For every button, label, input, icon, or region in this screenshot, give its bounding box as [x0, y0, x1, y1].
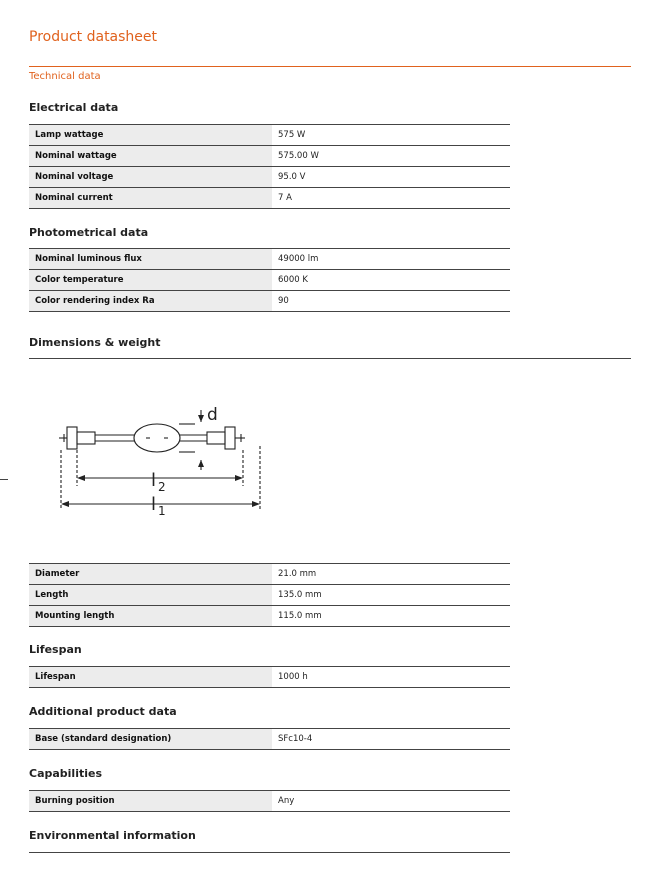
row-label: Lifespan	[29, 667, 272, 687]
row-value: 49000 lm	[278, 254, 319, 264]
lamp-left-cap	[67, 427, 77, 449]
environmental-section-title: Environmental information	[29, 829, 196, 842]
dimensions-divider	[29, 358, 631, 359]
table-row	[29, 249, 510, 270]
lamp-dimension-drawing	[55, 400, 275, 515]
l1-label: l	[151, 494, 157, 515]
l2-subscript: 2	[158, 480, 166, 494]
table-row	[29, 167, 510, 188]
lamp-left-base	[77, 432, 95, 444]
row-label: Color temperature	[29, 270, 272, 290]
row-value: 7 A	[278, 193, 292, 203]
margin-mark	[0, 479, 8, 480]
row-value: 575 W	[278, 130, 306, 140]
row-label: Burning position	[29, 791, 272, 811]
table-row	[29, 564, 510, 585]
lamp-right-base	[207, 432, 225, 444]
page-title: Product datasheet	[29, 29, 158, 45]
table-row	[29, 729, 510, 750]
row-label: Length	[29, 585, 272, 605]
electrical-section-title: Electrical data	[29, 101, 119, 114]
technical-data-subhead: Technical data	[29, 71, 101, 82]
dimensions-table	[29, 563, 510, 627]
row-value: 6000 K	[278, 275, 308, 285]
row-value: SFc10-4	[278, 734, 313, 744]
row-label: Nominal current	[29, 188, 272, 208]
row-value: 575.00 W	[278, 151, 319, 161]
row-value: 115.0 mm	[278, 611, 322, 621]
table-row	[29, 667, 510, 688]
row-label: Nominal voltage	[29, 167, 272, 187]
l1-subscript: 1	[158, 504, 166, 515]
table-row	[29, 585, 510, 606]
lamp-bulb	[134, 424, 180, 452]
additional-section-title: Additional product data	[29, 705, 177, 718]
environmental-divider	[29, 852, 510, 853]
row-value: 90	[278, 296, 289, 306]
lifespan-table	[29, 666, 510, 688]
row-label: Nominal luminous flux	[29, 249, 272, 269]
row-label: Mounting length	[29, 606, 272, 626]
lifespan-section-title: Lifespan	[29, 643, 82, 656]
l2-label: l	[151, 470, 157, 491]
title-divider	[29, 66, 631, 67]
photometrical-section-title: Photometrical data	[29, 226, 149, 239]
electrical-table	[29, 124, 510, 209]
table-row	[29, 291, 510, 312]
additional-table	[29, 728, 510, 750]
table-row	[29, 606, 510, 627]
table-row	[29, 791, 510, 812]
diameter-label: d	[207, 405, 218, 425]
row-label: Base (standard designation)	[29, 729, 272, 749]
row-label: Diameter	[29, 564, 272, 584]
row-label: Lamp wattage	[29, 125, 272, 145]
table-row	[29, 125, 510, 146]
row-value: 1000 h	[278, 672, 308, 682]
row-label: Color rendering index Ra	[29, 291, 272, 311]
capabilities-table	[29, 790, 510, 812]
dimensions-section-title: Dimensions & weight	[29, 336, 161, 349]
table-row	[29, 188, 510, 209]
lamp-right-cap	[225, 427, 235, 449]
row-label: Nominal wattage	[29, 146, 272, 166]
row-value: 95.0 V	[278, 172, 306, 182]
row-value: 135.0 mm	[278, 590, 322, 600]
row-value: 21.0 mm	[278, 569, 317, 579]
photometrical-table	[29, 248, 510, 312]
table-row	[29, 146, 510, 167]
row-value: Any	[278, 796, 295, 806]
capabilities-section-title: Capabilities	[29, 767, 103, 780]
table-row	[29, 270, 510, 291]
